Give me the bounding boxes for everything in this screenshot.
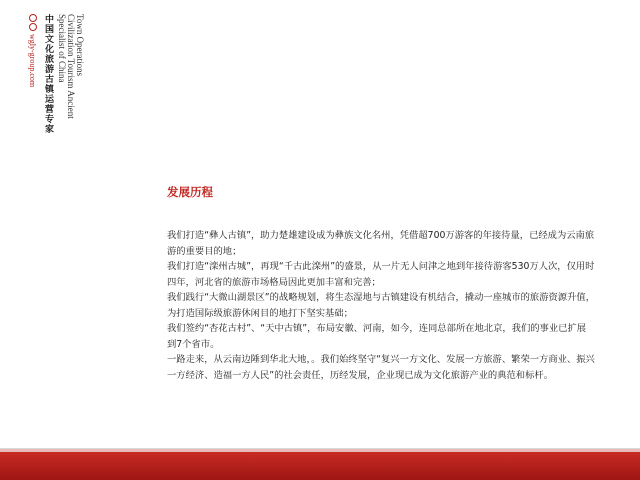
paragraph-yiren-town: 我们打造“彝人古镇”，助力楚雄建设成为彝族文化名州，凭借超700万游客的年接待量，已经成为云南旅游的重要目的地； (167, 230, 595, 257)
brand-block (14, 14, 84, 144)
logo-circle-icon (29, 23, 37, 31)
footer-bar (0, 452, 640, 480)
brand-english-line-2: Civilization Tourism Ancient (66, 14, 76, 119)
paragraph-weishan-lake: 我们践行“大微山湖景区”的战略规划，将生态湿地与古镇建设有机结合，撬动一座城市的旅游资源升值，为打造国际级旅游休闲目的地打下坚实基础； (167, 292, 595, 319)
brand-chinese-title: 中国文化旅游古镇运营专家 (43, 14, 53, 134)
paragraph-mission: 一路走来，从云南边陲到华北大地，。我们始终坚守“复兴一方文化、发展一方旅游、繁荣一方商业、振兴一方经济、造福一方人民”的社会责任，历经发展，企业现已成为文化旅游产业的典范和标杆。 (167, 354, 595, 381)
logo (28, 14, 37, 87)
history-text (167, 228, 595, 383)
paragraph-expansion: 我们签约“杏花古村”、“天中古镇”，布局安徽、河南，如今，连同总部所在地北京，我们的事业已扩展到7个省市。 (167, 323, 587, 350)
section-heading: 发展历程 (167, 185, 213, 199)
website-url: wgly-group.com (28, 34, 37, 88)
brand-english-line-3: Town Operations (75, 14, 85, 77)
paragraph-luanzhou-city: 我们打造“滦州古城”，再现“千古此滦州”的盛景，从一片无人问津之地到年接待游客530万人次，仅用时四年，河北省的旅游市场格局因此更加丰富和完善； (167, 261, 595, 288)
brand-english-line-1: Specialist of China (57, 14, 67, 83)
logo-circle-icon (29, 14, 37, 22)
